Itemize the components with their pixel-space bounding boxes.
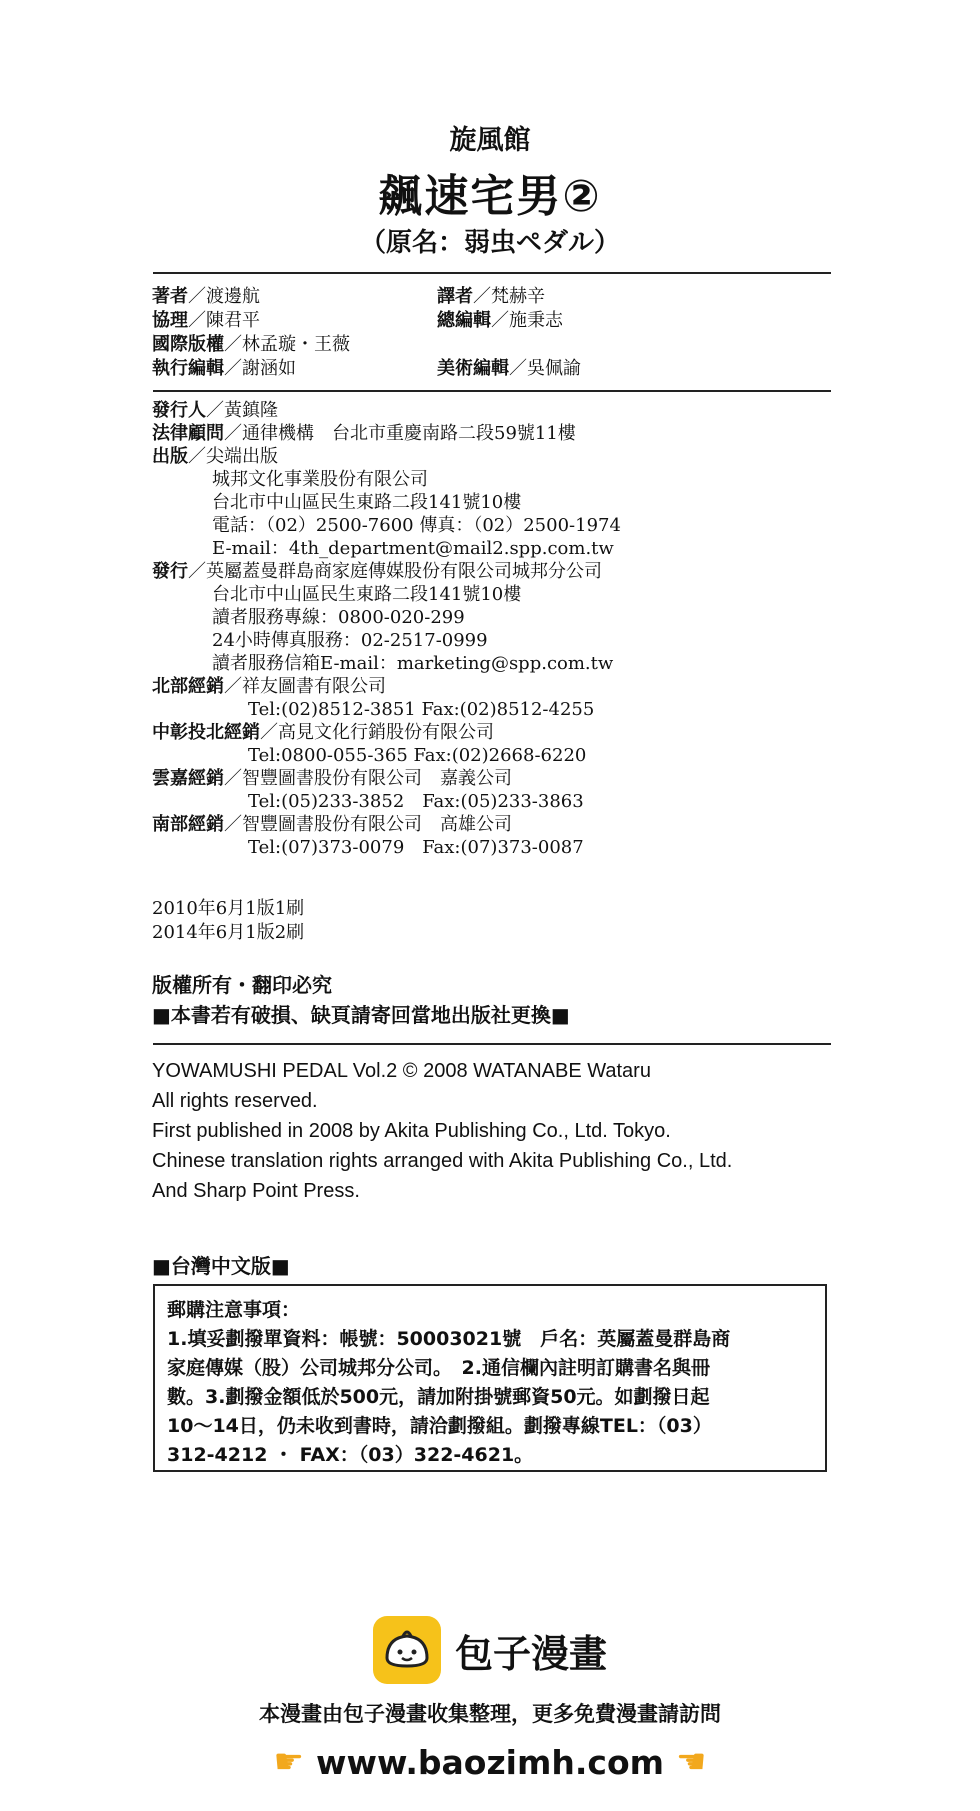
- rights-statement: [152, 970, 570, 1030]
- pointing-right-icon: ☛: [273, 1742, 304, 1782]
- site-url[interactable]: www.baozimh.com: [316, 1742, 664, 1782]
- south-distributor: 南部經銷／智豐圖書股份有限公司 高雄公司: [152, 814, 512, 835]
- credit-assistant: 協理／陳君平: [152, 310, 260, 331]
- english-line: And Sharp Point Press.: [152, 1180, 360, 1202]
- south-tel: Tel:(07)373-0079 Fax:(07)373-0087: [248, 837, 584, 858]
- pointing-left-icon: ☚: [676, 1742, 707, 1782]
- notice-line: 10～14日，仍未收到書時，請洽劃撥組。劃撥專線TEL：（03）: [167, 1415, 712, 1437]
- brand-logo: [0, 1616, 980, 1684]
- mail-order-notice: [153, 1284, 827, 1472]
- credit-executive-editor: 執行編輯／謝涵如: [152, 358, 296, 379]
- publisher-line: 發行人／黃鎮隆: [152, 400, 278, 421]
- book-title: 飆速宅男②: [378, 171, 602, 222]
- press-company: 城邦文化事業股份有限公司: [212, 469, 428, 490]
- press-address: 台北市中山區民生東路二段141號10樓: [212, 492, 522, 513]
- english-line: First published in 2008 by Akita Publishing Co., Ltd. Tokyo.: [152, 1120, 671, 1142]
- credit-translator: 譯者／梵赫辛: [437, 286, 545, 307]
- press-phone: 電話：（02）2500-7600 傳真：（02）2500-1974: [212, 515, 621, 536]
- press-line: 出版／尖端出版: [152, 446, 278, 467]
- service-email: 讀者服務信箱E-mail：marketing@spp.com.tw: [212, 653, 614, 674]
- notice-line: 312-4212 ・ FAX：（03）322-4621。: [167, 1444, 534, 1466]
- yunjia-tel: Tel:(05)233-3852 Fax:(05)233-3863: [248, 791, 584, 812]
- central-tel: Tel:0800-055-365 Fax:(02)2668-6220: [248, 745, 587, 766]
- print-date-1: 2010年6月1版1刷: [152, 898, 305, 919]
- press-email: E-mail：4th_department@mail2.spp.com.tw: [212, 538, 614, 559]
- credit-chief-editor: 總編輯／施秉志: [437, 310, 563, 331]
- credit-author: 著者／渡邊航: [152, 286, 260, 307]
- notice-line: 1.填妥劃撥單資料：帳號：50003021號 戶名：英屬蓋曼群島商: [167, 1328, 731, 1350]
- brand-name: 包子漫畫: [454, 1631, 607, 1676]
- legal-line: 法律顧問／通律機構 台北市重慶南路二段59號11樓: [152, 423, 576, 444]
- print-date-2: 2014年6月1版2刷: [152, 922, 305, 943]
- yunjia-distributor: 雲嘉經銷／智豐圖書股份有限公司 嘉義公司: [152, 768, 512, 789]
- notice-heading: 郵購注意事項：: [167, 1299, 301, 1321]
- distribution-line: 發行／英屬蓋曼群島商家庭傳媒股份有限公司城邦分公司: [152, 561, 602, 582]
- north-distributor: 北部經銷／祥友圖書有限公司: [152, 676, 386, 697]
- site-url-row: [0, 1742, 980, 1782]
- distribution-address: 台北市中山區民生東路二段141號10樓: [212, 584, 522, 605]
- divider: [153, 1043, 831, 1045]
- divider: [153, 390, 831, 392]
- damage-notice: ■本書若有破損、缺頁請寄回當地出版社更換■: [152, 1003, 570, 1027]
- notice-line: 數。3.劃撥金額低於500元，請加附掛號郵資50元。如劃撥日起: [167, 1386, 710, 1408]
- taiwan-edition-label: ■台灣中文版■: [152, 1254, 290, 1278]
- english-line: YOWAMUSHI PEDAL Vol.2 © 2008 WATANABE Wataru: [152, 1060, 651, 1082]
- english-line: Chinese translation rights arranged with Akita Publishing Co., Ltd.: [152, 1150, 733, 1172]
- credit-international-rights: 國際版權／林孟璇・王薇: [152, 334, 350, 355]
- original-title: （原名：弱虫ペダル）: [359, 228, 620, 258]
- notice-line: 家庭傳媒（股）公司城邦分公司。 2.通信欄內註明訂購書名與冊: [167, 1357, 710, 1379]
- print-dates: [152, 897, 304, 945]
- divider: [153, 272, 831, 274]
- fax-service: 24小時傳真服務：02-2517-0999: [212, 630, 488, 651]
- credit-art-editor: 美術編輯／吳佩諭: [437, 358, 581, 379]
- service-hotline: 讀者服務專線：0800-020-299: [212, 607, 465, 628]
- rights-reserved: 版權所有・翻印必究: [152, 973, 332, 997]
- english-copyright: [152, 1056, 732, 1206]
- bun-icon: [373, 1616, 441, 1684]
- english-line: All rights reserved.: [152, 1090, 318, 1112]
- imprint-name: 旋風館: [449, 125, 531, 156]
- source-tagline: 本漫畫由包子漫畫收集整理，更多免費漫畫請訪問: [259, 1702, 721, 1726]
- north-tel: Tel:(02)8512-3851 Fax:(02)8512-4255: [248, 699, 595, 720]
- central-distributor: 中彰投北經銷／高見文化行銷股份有限公司: [152, 722, 494, 743]
